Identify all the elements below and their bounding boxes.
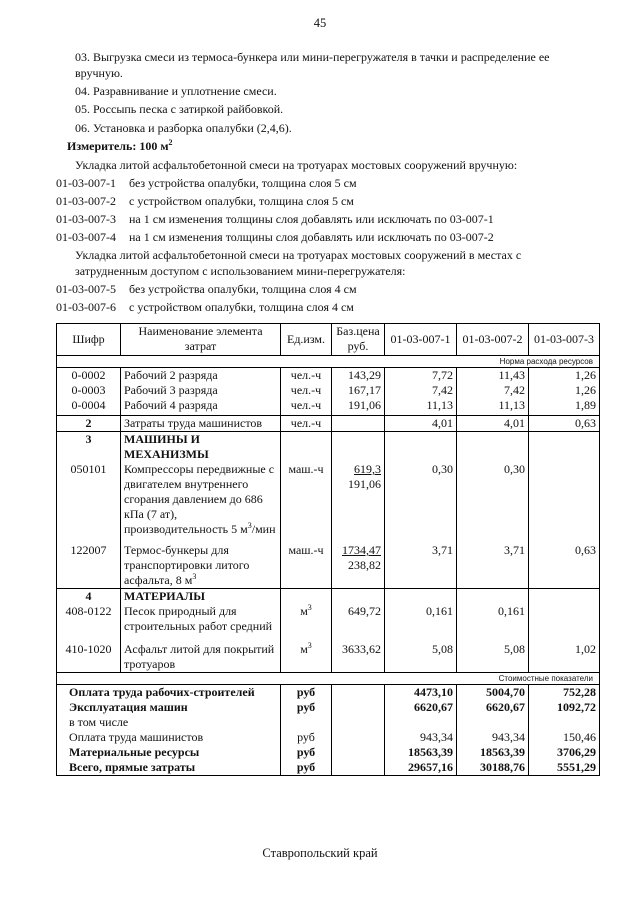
measure-unit: Измеритель: 100 $м^2$ (67, 138, 173, 153)
table-row: 410-1020 Асфальт литой для покрытий тротуаров $м^3$ 3633,62 5,08 5,08 1,02 (57, 642, 600, 673)
table-row: 408-0122 Песок природный для строительных работ средний $м^3$ 649,72 0,161 0,161 (57, 604, 600, 642)
header-cell: Наименование элемента затрат (121, 324, 281, 356)
table-row: 0-0004 Рабочий 4 разряда чел.-ч 191,06 11,13 11,13 1,89 (57, 398, 600, 416)
norma-label: Норма расхода ресурсов (57, 356, 600, 368)
code-row: 01-03-007-2 с устройством опалубки, толщина слоя 5 см (56, 194, 354, 208)
code-row: 01-03-007-3 на 1 см изменения толщины слоя добавлять или исключать по 03-007-1 (56, 212, 494, 226)
header-cell: Ед.изм. (281, 324, 332, 356)
header-cell: 01-03-007-3 (529, 324, 600, 356)
table-row: 0-0002 Рабочий 2 разряда чел.-ч 143,29 7,72 11,43 1,26 (57, 368, 600, 384)
table-row: 0-0003 Рабочий 3 разряда чел.-ч 167,17 7,42 7,42 1,26 (57, 383, 600, 398)
page-number: 45 (313, 16, 327, 30)
operation-line: 04. Разравнивание и уплотнение смеси. (75, 84, 277, 98)
header-cell: 01-03-007-1 (385, 324, 457, 356)
code-row: 01-03-007-6 с устройством опалубки, толщина слоя 4 см (56, 300, 354, 314)
page-footer: Ставропольский край (262, 846, 378, 860)
operation-line: вручную. (75, 66, 123, 80)
header-cell: 01-03-007-2 (457, 324, 529, 356)
cost-row: Всего, прямые затраты руб 29657,16 30188,76 5551,29 (57, 760, 600, 776)
code-row: 01-03-007-1 без устройства опалубки, толщина слоя 5 см (56, 176, 357, 190)
cost-row: Оплата труда рабочих-строителей руб 4473,10 5004,70 752,28 (57, 685, 600, 701)
header-cell: Шифр (57, 324, 121, 356)
code-row: 01-03-007-5 без устройства опалубки, толщина слоя 4 см (56, 282, 357, 296)
operation-line: 05. Россыпь песка с затиркой райбовкой. (75, 102, 284, 116)
group1-title: Укладка литой асфальтобетонной смеси на тротуарах мостовых сооружений вручную: (75, 158, 518, 172)
resource-table (56, 323, 600, 776)
table-row: 050101 Компрессоры передвижные с двигателем внутреннего сгорания давлением до 686 кПа (7 ат), производительность 5 $м^3$/мин маш.-ч 619,3 191,06 0,30 0,30 (57, 462, 600, 543)
code-row: 01-03-007-4 на 1 см изменения толщины слоя добавлять или исключать по 03-007-2 (56, 230, 494, 244)
cost-label: Стоимостные показатели (57, 673, 600, 685)
cost-row: Материальные ресурсы руб 18563,39 18563,39 3706,29 (57, 745, 600, 760)
header-cell: Баз.цена руб. (332, 324, 385, 356)
operation-line: 06. Установка и разборка опалубки (2,4,6). (75, 121, 292, 135)
operation-line: 03. Выгрузка смеси из термоса-бункера или мини-перегружателя в тачки и распределение ее (75, 50, 550, 64)
group2-title: затрудненным доступом с использованием мини-перегружателя: (75, 264, 406, 278)
section-row: 3 МАШИНЫ И МЕХАНИЗМЫ (57, 432, 600, 463)
cost-row: в том числе (57, 715, 600, 730)
table-row: 2 Затраты труда машинистов чел.-ч 4,01 4,01 0,63 (57, 416, 600, 432)
cost-row: Оплата труда машинистов руб 943,34 943,34 150,46 (57, 730, 600, 745)
cost-row: Эксплуатация машин руб 6620,67 6620,67 1092,72 (57, 700, 600, 715)
group2-title: Укладка литой асфальтобетонной смеси на тротуарах мостовых сооружений в местах с (75, 248, 522, 262)
section-row: 4 МАТЕРИАЛЫ (57, 589, 600, 605)
table-row: 122007 Термос-бункеры для транспортировки литого асфальта, 8 $м^3$ маш.-ч 1734,47 238,82 3,71 3,71 0,63 (57, 543, 600, 589)
